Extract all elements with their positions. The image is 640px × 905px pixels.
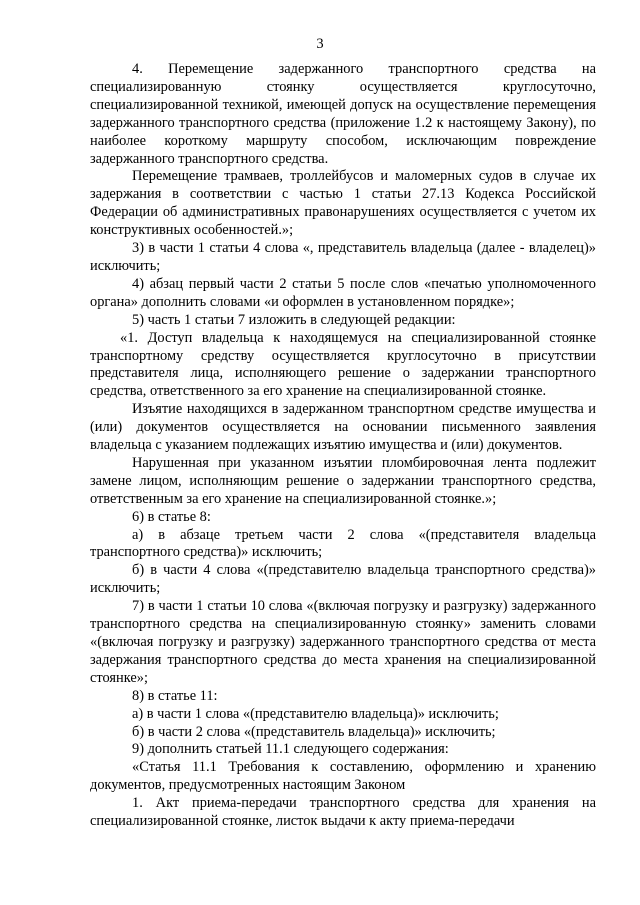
paragraph-17: «Статья 11.1 Требования к составлению, оформлению и хранению документов, предусмотренных настоящим Законом: [90, 759, 596, 794]
paragraph-13: 8) в статье 11:: [132, 687, 218, 704]
paragraph-5: 5) часть 1 статьи 7 изложить в следующей редакции:: [132, 311, 456, 328]
page-number: 3: [316, 36, 324, 52]
paragraph-3: 3) в части 1 статьи 4 слова «, представитель владельца (далее - владелец)» исключить;: [90, 240, 596, 274]
paragraph-2: Перемещение трамваев, троллейбусов и маломерных судов в случае их задержания в соответствии с частью 1 статьи 27.13 Кодекса Российской Федерации об административных правонарушениях осуществляется с учетом их конструктивных особенностей.»;: [90, 168, 596, 239]
paragraph-18: 1. Акт приема-передачи транспортного средства для хранения на специализированной стоянке, листок выдачи к акту приема-передачи: [90, 795, 596, 830]
paragraph-10: а) в абзаце третьем части 2 слова «(представителя владельца транспортного средства)» исключить;: [90, 526, 596, 561]
paragraph-15: б) в части 2 слова «(представитель владельца)» исключить;: [132, 723, 496, 740]
paragraph-7: Изъятие находящихся в задержанном транспортном средстве имущества и (или) документов осуществляется на основании письменного заявления владельца с указанием подлежащих изъятию имущества и (или) документов.: [90, 401, 596, 454]
paragraph-11: б) в части 4 слова «(представителю владельца транспортного средства)» исключить;: [90, 562, 596, 597]
paragraph-9: 6) в статье 8:: [132, 508, 211, 525]
paragraph-4: 4) абзац первый части 2 статьи 5 после слов «печатью уполномоченного органа» дополнить словами «и оформлен в установленном порядке»;: [90, 275, 596, 310]
document-body: [90, 61, 596, 831]
paragraph-14: а) в части 1 слова «(представителю владельца)» исключить;: [132, 705, 499, 722]
paragraph-12: 7) в части 1 статьи 10 слова «(включая погрузку и разгрузку) задержанного транспортного средства на специализированную стоянку» заменить словами «(включая погрузку и разгрузку) задержанного транспортного средства от места задержания транспортного средства до места хранения на специализированной стоянке»;: [90, 598, 596, 686]
paragraph-16: 9) дополнить статьей 11.1 следующего содержания:: [132, 741, 449, 758]
paragraph-8: Нарушенная при указанном изъятии пломбировочная лента подлежит замене лицом, исполняющим решение о задержании транспортного средства, ответственным за его хранение на специализированной стоянке.»;: [90, 454, 596, 507]
paragraph-6: «1. Доступ владельца к находящемуся на специализированной стоянке транспортному средству осуществляется круглосуточно в присутствии представителя лица, исполняющего решение о задержании транспортного средства, ответственного за его хранение на специализированной стоянке.: [90, 329, 596, 400]
paragraph-1: 4. Перемещение задержанного транспортного средства на специализированную стоянку осуществляется круглосуточно, специализированной техникой, имеющей допуск на осуществление перемещения задержанного транспортного средства (приложение 1.2 к настоящему Закону), по наиболее короткому маршруту способом, исключающим повреждение задержанного транспортного средства.: [90, 61, 596, 167]
